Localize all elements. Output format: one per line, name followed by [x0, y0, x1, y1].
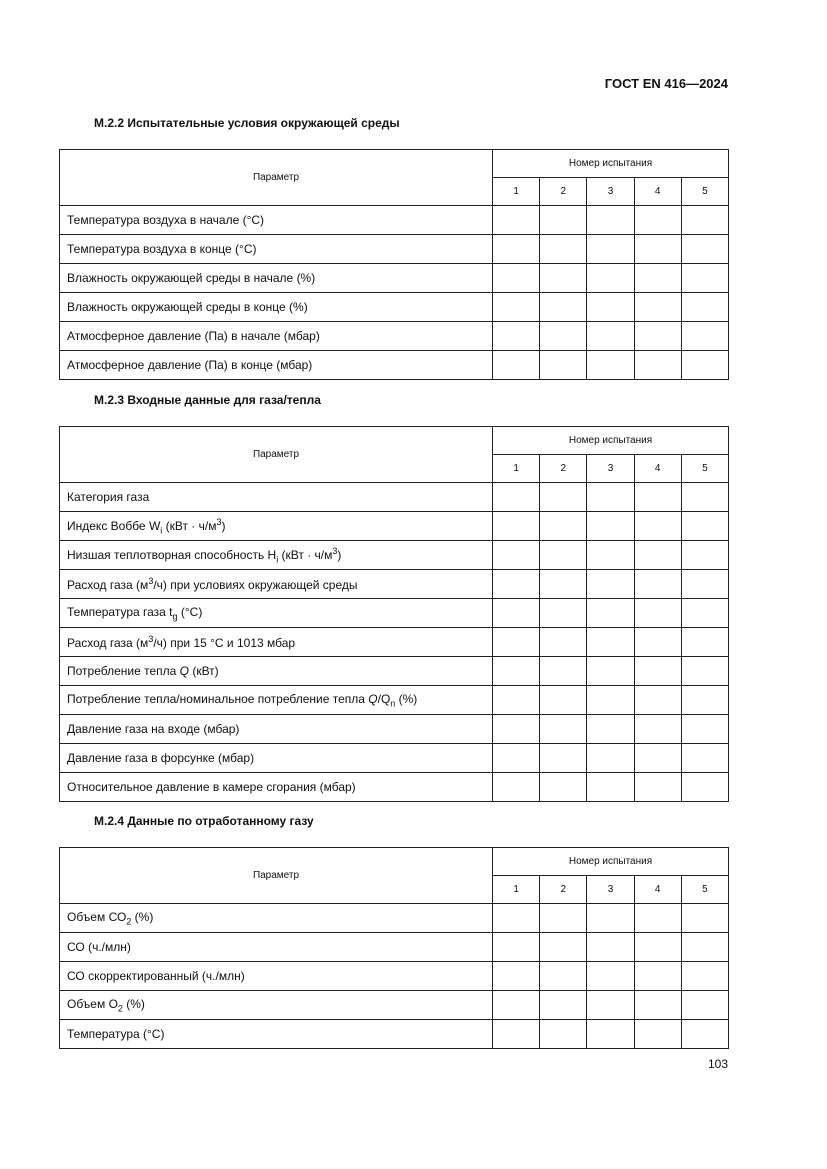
row-label: Индекс Воббе $W_i$ $(кВт \cdot ч/м^3)$	[60, 512, 493, 541]
value-cell	[587, 206, 634, 235]
test-number: 4	[634, 178, 681, 206]
row-label: Категория газа	[60, 483, 493, 512]
test-number: 2	[540, 178, 587, 206]
row-label: Расход газа $(м^3/ч)$ при условиях окружающей среды	[60, 570, 493, 599]
value-cell	[587, 293, 634, 322]
table-row	[60, 512, 729, 541]
test-number: 3	[587, 876, 634, 904]
value-cell	[493, 483, 540, 512]
row-label: Атмосферное давление (Па) в конце (мбар)	[60, 351, 493, 380]
value-cell	[587, 599, 634, 628]
value-cell	[587, 657, 634, 686]
row-label: Влажность окружающей среды в конце (%)	[60, 293, 493, 322]
row-label: Расход газа $(м^3/ч)$ при 15 °С и 1013 мбар	[60, 628, 493, 657]
value-cell	[587, 570, 634, 599]
table-row	[60, 991, 729, 1020]
table-row	[60, 264, 729, 293]
value-cell	[681, 570, 728, 599]
value-cell	[540, 628, 587, 657]
value-cell	[681, 293, 728, 322]
test-number: 1	[493, 876, 540, 904]
test-number-header: Номер испытания	[493, 848, 729, 876]
test-number-header: Номер испытания	[493, 427, 729, 455]
value-cell	[681, 351, 728, 380]
value-cell	[681, 541, 728, 570]
test-number: 2	[540, 876, 587, 904]
value-cell	[587, 904, 634, 933]
row-label: Температура газа $t_g$ (°С)	[60, 599, 493, 628]
value-cell	[681, 512, 728, 541]
row-label: Атмосферное давление (Па) в начале (мбар)	[60, 322, 493, 351]
value-cell	[634, 541, 681, 570]
value-cell	[493, 991, 540, 1020]
test-number: 4	[634, 455, 681, 483]
value-cell	[587, 483, 634, 512]
document-header: ГОСТ EN 416—2024	[604, 76, 728, 91]
value-cell	[634, 962, 681, 991]
value-cell	[681, 715, 728, 744]
test-number: 3	[587, 178, 634, 206]
test-number: 1	[493, 178, 540, 206]
row-label: Температура воздуха в конце (°С)	[60, 235, 493, 264]
param-header: Параметр	[60, 848, 493, 904]
value-cell	[634, 293, 681, 322]
row-label: Давление газа на входе (мбар)	[60, 715, 493, 744]
value-cell	[634, 235, 681, 264]
value-cell	[493, 1020, 540, 1049]
value-cell	[681, 1020, 728, 1049]
test-number-header: Номер испытания	[493, 150, 729, 178]
table-row	[60, 483, 729, 512]
table-row	[60, 715, 729, 744]
value-cell	[634, 715, 681, 744]
value-cell	[681, 933, 728, 962]
value-cell	[540, 599, 587, 628]
value-cell	[634, 933, 681, 962]
value-cell	[681, 264, 728, 293]
table-flue-gas	[59, 847, 729, 1049]
value-cell	[634, 483, 681, 512]
value-cell	[540, 322, 587, 351]
value-cell	[634, 599, 681, 628]
value-cell	[587, 744, 634, 773]
value-cell	[634, 904, 681, 933]
value-cell	[493, 235, 540, 264]
value-cell	[540, 686, 587, 715]
value-cell	[540, 570, 587, 599]
value-cell	[540, 773, 587, 802]
value-cell	[681, 773, 728, 802]
section-title-flue-gas: М.2.4 Данные по отработанному газу	[94, 814, 314, 828]
value-cell	[681, 235, 728, 264]
value-cell	[540, 657, 587, 686]
row-label: СО (ч./млн)	[60, 933, 493, 962]
value-cell	[540, 264, 587, 293]
table-row	[60, 904, 729, 933]
row-label: Относительное давление в камере сгорания (мбар)	[60, 773, 493, 802]
table-row	[60, 322, 729, 351]
value-cell	[681, 991, 728, 1020]
value-cell	[681, 904, 728, 933]
value-cell	[493, 773, 540, 802]
value-cell	[540, 744, 587, 773]
value-cell	[634, 657, 681, 686]
value-cell	[540, 715, 587, 744]
row-label: СО скорректированный (ч./млн)	[60, 962, 493, 991]
value-cell	[540, 541, 587, 570]
value-cell	[540, 933, 587, 962]
row-label: Потребление тепла/номинальное потребление тепла $Q/Q_n$ (%)	[60, 686, 493, 715]
value-cell	[634, 991, 681, 1020]
row-label: Влажность окружающей среды в начале (%)	[60, 264, 493, 293]
table-row	[60, 933, 729, 962]
value-cell	[493, 933, 540, 962]
value-cell	[681, 322, 728, 351]
value-cell	[587, 686, 634, 715]
value-cell	[634, 322, 681, 351]
value-cell	[540, 206, 587, 235]
value-cell	[634, 628, 681, 657]
value-cell	[540, 904, 587, 933]
value-cell	[681, 483, 728, 512]
value-cell	[493, 715, 540, 744]
value-cell	[493, 512, 540, 541]
value-cell	[493, 686, 540, 715]
test-number: 5	[681, 455, 728, 483]
value-cell	[587, 541, 634, 570]
page-number: 103	[707, 1057, 728, 1071]
table-row	[60, 206, 729, 235]
row-label: Низшая теплотворная способность $H_i$ $(кВт \cdot ч/м^3)$	[60, 541, 493, 570]
value-cell	[634, 570, 681, 599]
value-cell	[587, 1020, 634, 1049]
value-cell	[540, 962, 587, 991]
value-cell	[681, 628, 728, 657]
value-cell	[493, 962, 540, 991]
value-cell	[540, 351, 587, 380]
value-cell	[493, 541, 540, 570]
value-cell	[681, 657, 728, 686]
value-cell	[493, 657, 540, 686]
value-cell	[587, 991, 634, 1020]
table-row	[60, 773, 729, 802]
value-cell	[587, 264, 634, 293]
value-cell	[634, 744, 681, 773]
row-label: Объем $О_2$ (%)	[60, 991, 493, 1020]
test-number: 5	[681, 876, 728, 904]
value-cell	[587, 715, 634, 744]
row-label: Давление газа в форсунке (мбар)	[60, 744, 493, 773]
table-row	[60, 570, 729, 599]
value-cell	[634, 206, 681, 235]
table-row	[60, 599, 729, 628]
test-number: 2	[540, 455, 587, 483]
value-cell	[540, 483, 587, 512]
value-cell	[493, 206, 540, 235]
row-label: Температура воздуха в начале (°С)	[60, 206, 493, 235]
value-cell	[681, 744, 728, 773]
value-cell	[587, 628, 634, 657]
row-label: Потребление тепла Q (кВт)	[60, 657, 493, 686]
value-cell	[634, 686, 681, 715]
section-title-gas-heat-input: М.2.3 Входные данные для газа/тепла	[94, 393, 321, 407]
value-cell	[540, 1020, 587, 1049]
value-cell	[493, 293, 540, 322]
table-row	[60, 293, 729, 322]
value-cell	[493, 904, 540, 933]
table-row	[60, 628, 729, 657]
row-label: Объем $СО_2$ (%)	[60, 904, 493, 933]
value-cell	[493, 599, 540, 628]
value-cell	[587, 512, 634, 541]
test-number: 1	[493, 455, 540, 483]
test-number: 5	[681, 178, 728, 206]
value-cell	[587, 933, 634, 962]
table-row	[60, 686, 729, 715]
table-row	[60, 744, 729, 773]
table-row	[60, 962, 729, 991]
table-row	[60, 351, 729, 380]
value-cell	[493, 570, 540, 599]
table-row	[60, 235, 729, 264]
value-cell	[587, 962, 634, 991]
value-cell	[540, 293, 587, 322]
value-cell	[493, 322, 540, 351]
value-cell	[681, 686, 728, 715]
table-ambient-conditions	[59, 149, 729, 380]
value-cell	[493, 628, 540, 657]
param-header: Параметр	[60, 427, 493, 483]
value-cell	[540, 235, 587, 264]
value-cell	[634, 1020, 681, 1049]
test-number: 3	[587, 455, 634, 483]
value-cell	[587, 322, 634, 351]
value-cell	[681, 599, 728, 628]
value-cell	[493, 744, 540, 773]
table-row	[60, 1020, 729, 1049]
value-cell	[540, 512, 587, 541]
value-cell	[493, 264, 540, 293]
test-number: 4	[634, 876, 681, 904]
table-gas-heat-input	[59, 426, 729, 802]
value-cell	[634, 512, 681, 541]
value-cell	[493, 351, 540, 380]
table-row	[60, 657, 729, 686]
table-row	[60, 541, 729, 570]
value-cell	[681, 962, 728, 991]
value-cell	[587, 773, 634, 802]
value-cell	[681, 206, 728, 235]
param-header: Параметр	[60, 150, 493, 206]
row-label: Температура (°С)	[60, 1020, 493, 1049]
value-cell	[634, 351, 681, 380]
value-cell	[587, 351, 634, 380]
section-title-ambient-conditions: М.2.2 Испытательные условия окружающей среды	[94, 116, 400, 130]
value-cell	[587, 235, 634, 264]
value-cell	[634, 773, 681, 802]
value-cell	[540, 991, 587, 1020]
value-cell	[634, 264, 681, 293]
